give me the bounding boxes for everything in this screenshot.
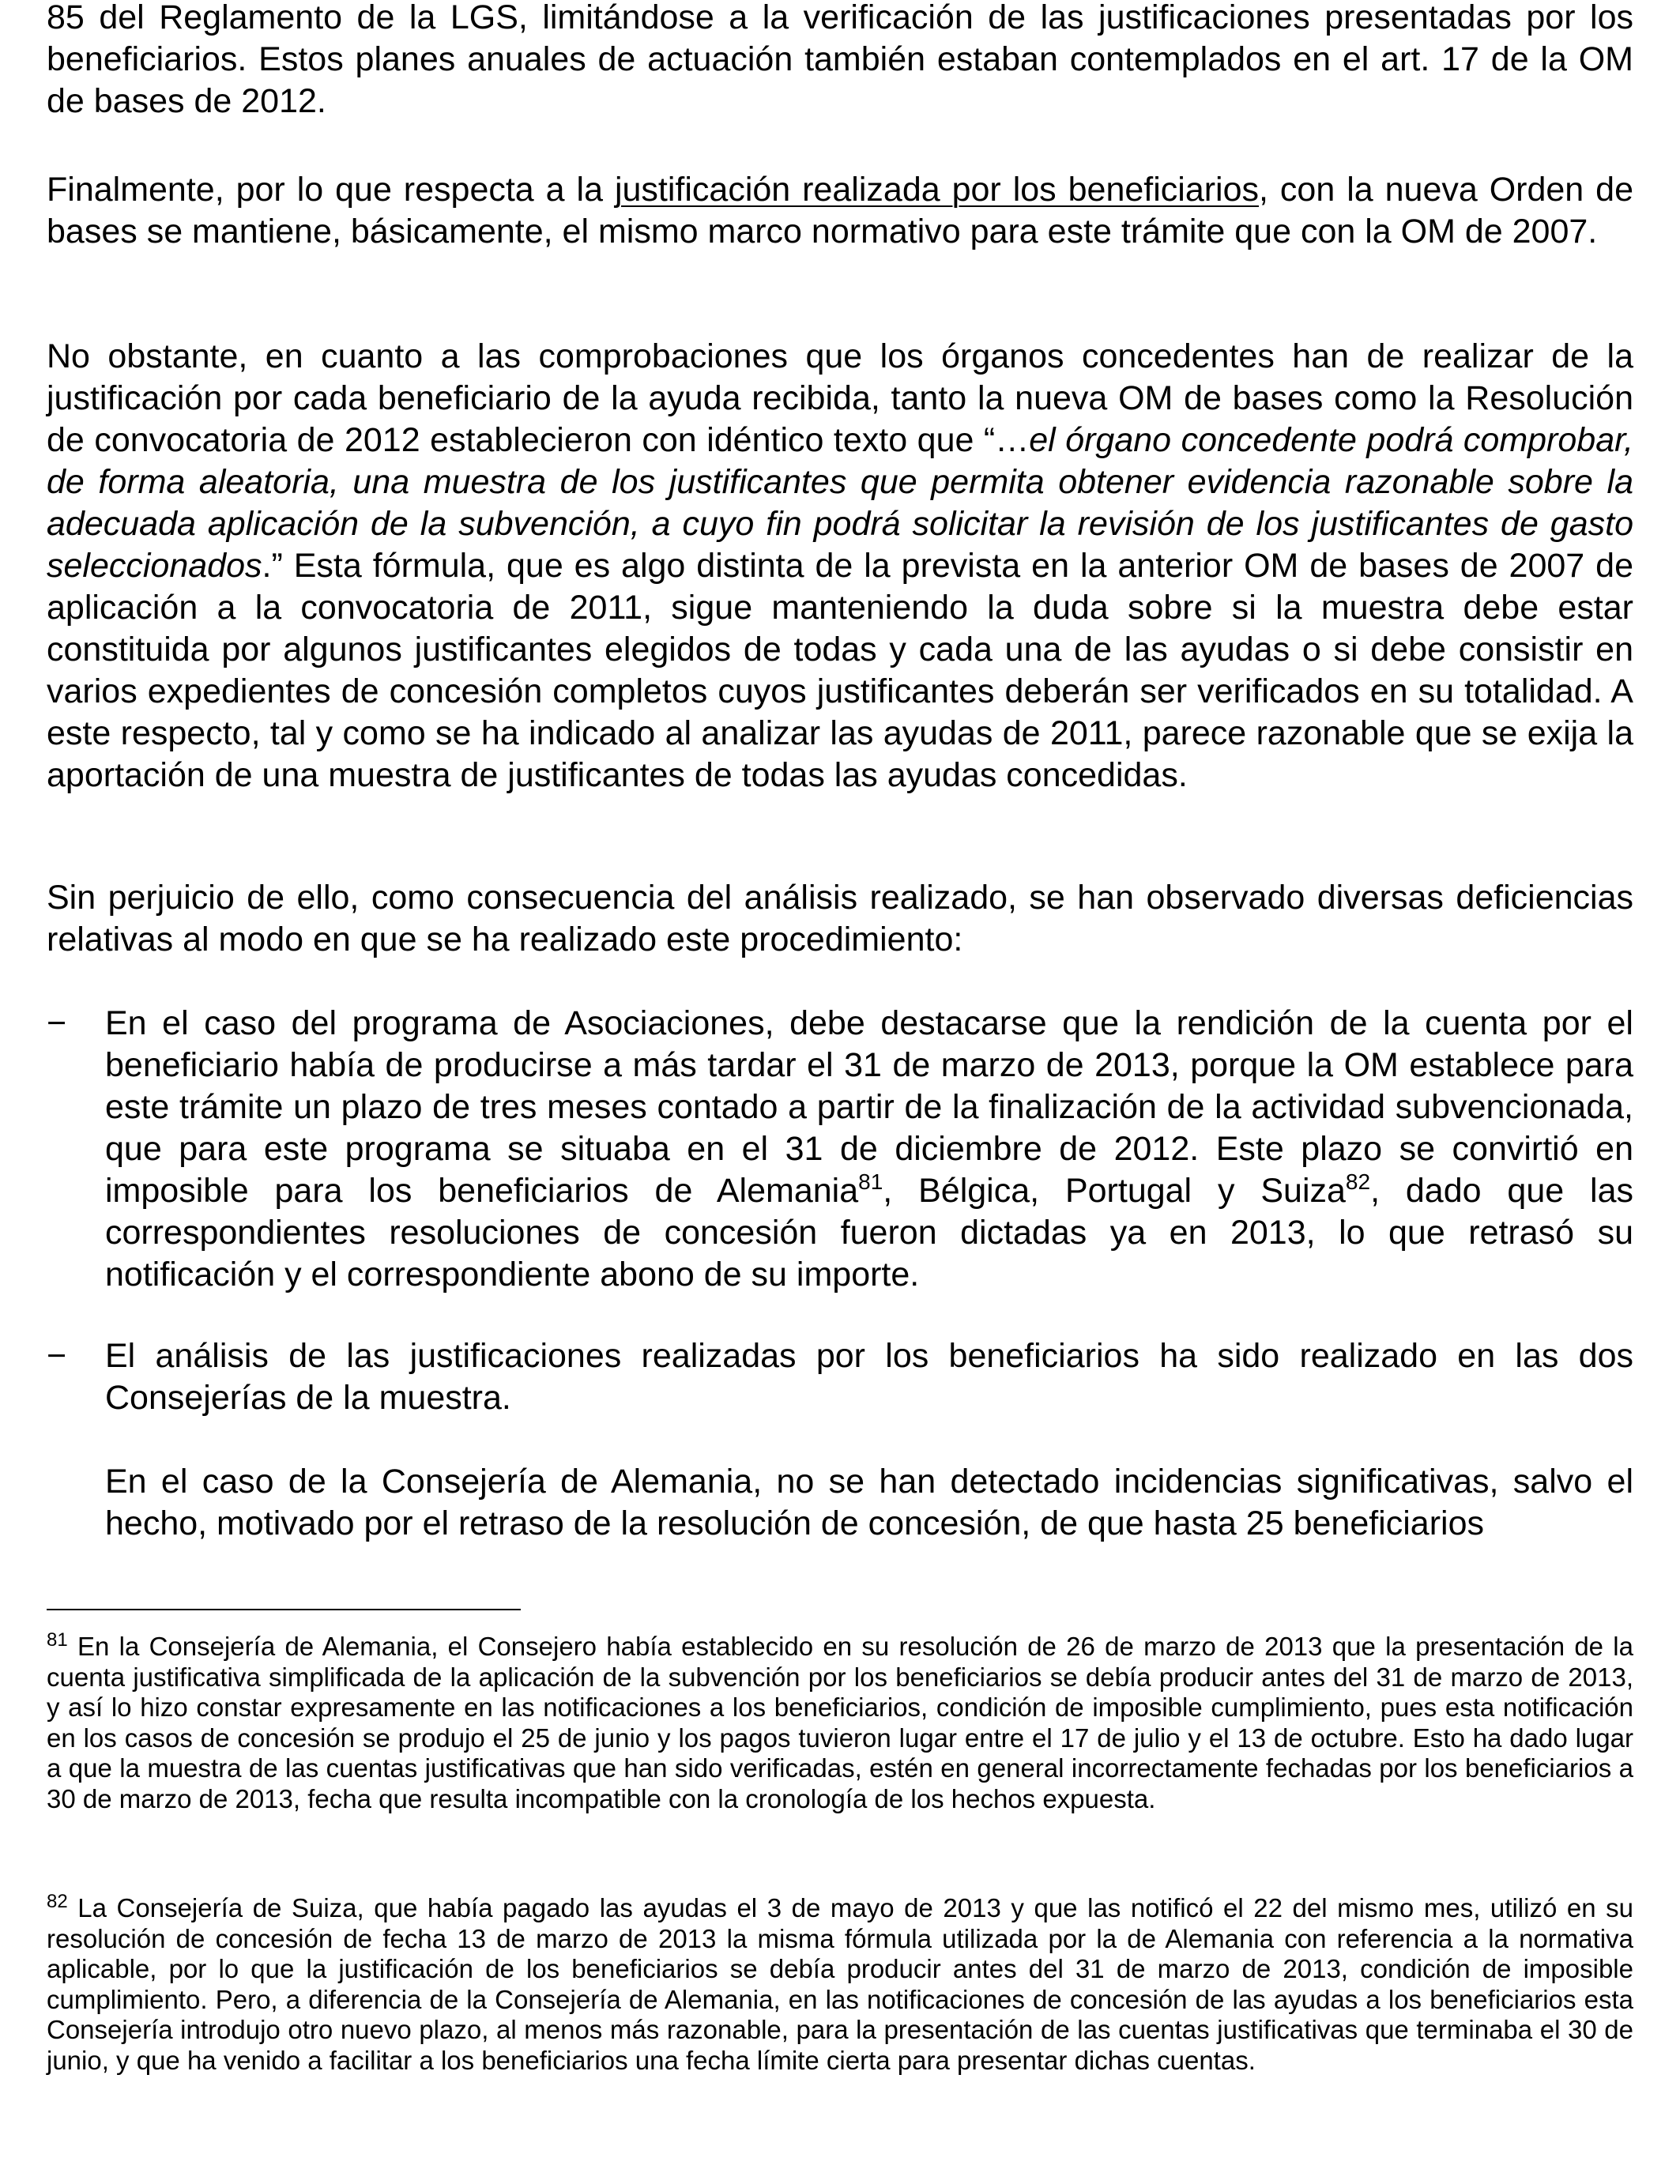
footnote-ref-81[interactable]: 81 xyxy=(858,1169,883,1194)
list-item-text-part: , Bélgica, Portugal y Suiza xyxy=(883,1172,1346,1210)
footnote-82 xyxy=(47,1893,1633,2076)
paragraph-text: , con la nueva Orden de bases se mantiene, básicamente, el mismo marco normativo para este trámite que con la OM de 2007. xyxy=(47,171,1633,250)
footnote-ref-82[interactable]: 82 xyxy=(1345,1169,1371,1194)
footnote-81 xyxy=(47,1629,1633,1814)
footnote-text: En la Consejería de Alemania, el Consejero había establecido en su resolución de 26 de marzo de 2013 que la presentación de la cuenta justificativa simplificada de la aplicación de la subvención por los beneficiarios se debía producir antes del 31 de marzo de 2013, y así lo hizo constar expresamente en las notificaciones a los beneficiarios, condición de imposible cumplimiento, pues esta notificación en los casos de concesión se produjo el 25 de junio y los pagos tuvieron lugar entre el 17 de julio y el 13 de octubre. Esto ha dado lugar a que la muestra de las cuentas justificativas que han sido verificadas, estén en general incorrectamente fechadas por los beneficiarios a 30 de marzo de 2013, fecha que resulta incompatible con la cronología de los hechos expuesta. xyxy=(47,1632,1633,1813)
paragraph-deficiencias xyxy=(47,877,1633,961)
paragraph-comprobaciones xyxy=(47,336,1633,796)
list-item-text: El análisis de las justificaciones realizadas por los beneficiarios ha sido realizado en las dos Consejerías de la muestra. xyxy=(105,1337,1633,1417)
paragraph-text: Sin perjuicio de ello, como consecuencia del análisis realizado, se han observado diversas deficiencias relativas al modo en que se ha realizado este procedimiento: xyxy=(47,879,1633,958)
paragraph-text: 85 del Reglamento de la LGS, limitándose a la verificación de las justificaciones presentadas por los beneficiarios. Estos planes anuales de actuación también estaban contemplados en el art. 17 de la OM de bases de 2012. xyxy=(47,0,1633,120)
dash-bullet-icon: − xyxy=(47,1337,67,1375)
list-item-text-part: , dado que las correspondientes resoluciones de concesión fueron dictadas ya en 2013, lo que retrasó su notificación y el correspondiente abono de su importe. xyxy=(105,1172,1633,1293)
dash-bullet-icon: − xyxy=(47,1004,67,1042)
paragraph-text: Finalmente, por lo que respecta a la xyxy=(47,171,615,209)
quoted-italic-text: el órgano concedente podrá comprobar, de forma aleatoria, una muestra de los justificantes que permita obtener evidencia razonable sobre la adecuada aplicación de la subvención, a cuyo fin podrá solicitar la revisión de los justificantes de gasto seleccionados xyxy=(47,421,1634,585)
footnote-number: 81 xyxy=(47,1629,68,1651)
list-item-text-part: En el caso del programa de Asociaciones, debe destacarse que la rendición de la cuenta por el beneficiario había de producirse a más tardar el 31 de marzo de 2013, porque la OM establece para este trámite un plazo de tres meses contado a partir de la finalización de la actividad subvencionada, que para este programa se situaba en el 31 de diciembre de 2012. Este plazo se convirtió en imposible para los beneficiarios de Alemania xyxy=(105,1004,1633,1210)
list-item-text xyxy=(105,1003,1633,1296)
footnote-number: 82 xyxy=(47,1891,68,1912)
paragraph-continuation xyxy=(47,0,1633,122)
footnote-separator xyxy=(47,1609,521,1610)
list-item-continuation-text: En el caso de la Consejería de Alemania, no se han detectado incidencias significativas, salvo el hecho, motivado por el retraso de la resolución de concesión, de que hasta 25 beneficiarios xyxy=(105,1463,1633,1542)
underlined-heading-phrase: justificación realizada por los beneficiarios xyxy=(614,171,1260,209)
paragraph-text: .” Esta fórmula, que es algo distinta de la prevista en la anterior OM de bases de 2007 de aplicación a la convocatoria de 2011, sigue manteniendo la duda sobre si la muestra debe estar constituida por algunos justificantes elegidos de todas y cada una de las ayudas o si debe consistir en varios expedientes de concesión completos cuyos justificantes deberán ser verificados en su totalidad. A este respecto, tal y como se ha indicado al analizar las ayudas de 2011, parece razonable que se exija la aportación de una muestra de justificantes de todas las ayudas concedidas. xyxy=(47,547,1633,794)
footnote-text: La Consejería de Suiza, que había pagado las ayudas el 3 de mayo de 2013 y que las notificó el 22 del mismo mes, utilizó en su resolución de concesión de fecha 13 de marzo de 2013 la misma fórmula utilizada por la de Alemania con referencia a la normativa aplicable, por lo que la justificación de los beneficiarios se debía producir antes del 31 de marzo de 2013, condición de imposible cumplimiento. Pero, a diferencia de la Consejería de Alemania, en las notificaciones de concesión de las ayudas a los beneficiarios esta Consejería introdujo otro nuevo plazo, al menos más razonable, para la presentación de las cuentas justificativas que terminaba el 30 de junio, y que ha venido a facilitar a los beneficiarios una fecha límite cierta para presentar dichas cuentas. xyxy=(47,1893,1633,2075)
paragraph-justificacion xyxy=(47,169,1633,253)
paragraph-text: No obstante, en cuanto a las comprobaciones que los órganos concedentes han de realizar de la justificación por cada beneficiario de la ayuda recibida, tanto la nueva OM de bases como la Resolución de convocatoria de 2012 establecieron con idéntico texto que “… xyxy=(47,337,1633,459)
